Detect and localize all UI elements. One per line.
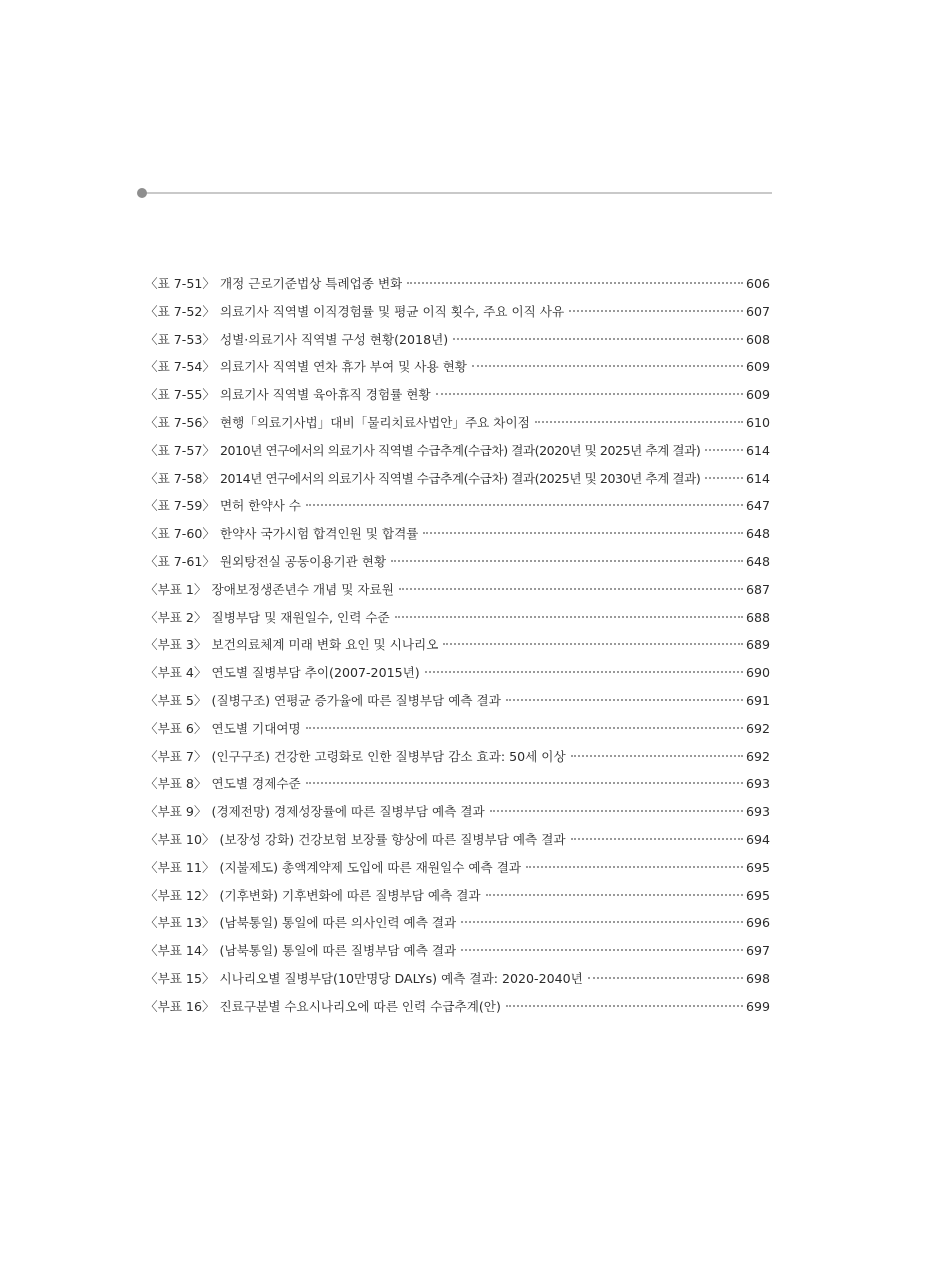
toc-entry[interactable]: [145, 659, 770, 687]
dot-leader: [472, 365, 743, 367]
toc-entry-page-number: 693: [745, 804, 770, 820]
dot-leader: [506, 1005, 743, 1007]
toc-entry[interactable]: [145, 381, 770, 409]
toc-entry-page-number: 698: [745, 970, 770, 986]
toc-entry-page-number: 610: [745, 414, 770, 430]
dot-leader: [306, 727, 743, 729]
dot-leader: [461, 921, 743, 923]
toc-entry-title: 한약사 국가시험 합격인원 및 합격률: [219, 526, 419, 542]
toc-entry-title: (지불제도) 총액계약제 도입에 따른 재원일수 예측 결과: [219, 859, 522, 875]
toc-entry-label: 〈표 7-56〉: [145, 414, 215, 430]
toc-entry-page-number: 688: [745, 609, 770, 625]
toc-entry-page-number: 692: [745, 748, 770, 764]
toc-entry-title: (인구구조) 건강한 고령화로 인한 질병부담 감소 효과: 50세 이상: [211, 748, 566, 764]
dot-leader: [569, 310, 743, 312]
toc-entry-title: 질병부담 및 재원일수, 인력 수준: [211, 609, 390, 625]
toc-entry[interactable]: [145, 604, 770, 632]
toc-entry-page-number: 697: [745, 943, 770, 959]
toc-entry[interactable]: [145, 520, 770, 548]
toc-entry-label: 〈부표 13〉: [145, 915, 215, 931]
toc-entry-label: 〈부표 7〉: [145, 748, 207, 764]
toc-entry-label: 〈부표 3〉: [145, 637, 207, 653]
dot-leader: [571, 838, 743, 840]
toc-entry-page-number: 648: [745, 526, 770, 542]
toc-entry[interactable]: [145, 826, 770, 854]
toc-entry-page-number: 695: [745, 859, 770, 875]
toc-entry-title: 장애보정생존년수 개념 및 자료원: [211, 581, 394, 597]
toc-entry-title: 원외탕전실 공동이용기관 현황: [219, 553, 387, 569]
dot-leader: [436, 393, 743, 395]
toc-entry-page-number: 614: [745, 470, 770, 486]
toc-entry-label: 〈표 7-55〉: [145, 387, 215, 403]
toc-entry[interactable]: [145, 937, 770, 965]
toc-entry-title: 개정 근로기준법상 특례업종 변화: [219, 276, 403, 291]
toc-entry-label: 〈표 7-53〉: [145, 331, 215, 347]
toc-entry-page-number: 609: [745, 359, 770, 375]
dot-leader: [391, 560, 743, 562]
toc-entry-label: 〈부표 16〉: [145, 998, 215, 1014]
toc-entry-title: 의료기사 직역별 이직경험률 및 평균 이직 횟수, 주요 이직 사유: [219, 303, 565, 319]
toc-entry[interactable]: [145, 437, 770, 465]
toc-entry-title: (남북통일) 통일에 따른 의사인력 예측 결과: [219, 915, 457, 931]
dot-leader: [588, 977, 743, 979]
table-of-contents: [145, 270, 770, 1021]
toc-entry-page-number: 609: [745, 387, 770, 403]
toc-entry-label: 〈부표 2〉: [145, 609, 207, 625]
toc-entry[interactable]: [145, 882, 770, 910]
toc-entry-label: 〈부표 11〉: [145, 859, 215, 875]
dot-leader: [306, 504, 743, 506]
toc-entry[interactable]: [145, 270, 770, 298]
toc-entry-title: (보장성 강화) 건강보험 보장률 향상에 따른 질병부담 예측 결과: [219, 831, 566, 847]
toc-entry[interactable]: [145, 492, 770, 520]
toc-entry-label: 〈표 7-59〉: [145, 498, 215, 514]
toc-entry-page-number: 692: [745, 720, 770, 736]
dot-leader: [306, 782, 743, 784]
toc-entry[interactable]: [145, 353, 770, 381]
toc-entry-title: 연도별 경제수준: [211, 776, 301, 792]
toc-entry[interactable]: [145, 715, 770, 743]
toc-entry-label: 〈부표 15〉: [145, 970, 215, 986]
toc-entry-page-number: 696: [745, 915, 770, 931]
toc-entry-page-number: 607: [745, 303, 770, 319]
dot-leader: [506, 699, 743, 701]
toc-entry-page-number: 606: [745, 276, 770, 291]
toc-entry-page-number: 699: [745, 998, 770, 1014]
dot-leader: [453, 338, 743, 340]
toc-entry-page-number: 690: [745, 665, 770, 681]
toc-entry-title: (기후변화) 기후변화에 따른 질병부담 예측 결과: [219, 887, 481, 903]
header-rule: [142, 192, 772, 194]
toc-entry-title: 의료기사 직역별 연차 휴가 부여 및 사용 현황: [219, 359, 467, 375]
toc-entry-page-number: 647: [745, 498, 770, 514]
toc-entry-title: 진료구분별 수요시나리오에 따른 인력 수급추계(안): [219, 998, 501, 1014]
dot-leader: [571, 755, 743, 757]
toc-entry-label: 〈표 7-52〉: [145, 303, 215, 319]
dot-leader: [486, 894, 743, 896]
dot-leader: [461, 949, 743, 951]
dot-leader: [423, 532, 743, 534]
toc-entry-label: 〈표 7-57〉: [145, 442, 215, 458]
toc-entry-page-number: 695: [745, 887, 770, 903]
toc-entry[interactable]: [145, 965, 770, 993]
toc-entry[interactable]: [145, 743, 770, 771]
toc-entry-title: 보건의료체계 미래 변화 요인 및 시나리오: [211, 637, 439, 653]
dot-leader: [399, 588, 743, 590]
toc-entry-page-number: 693: [745, 776, 770, 792]
toc-entry-title: 2014년 연구에서의 의료기사 직역별 수급추계(수급차) 결과(2025년 및 2030년 추계 결과): [219, 470, 701, 486]
toc-entry[interactable]: [145, 687, 770, 715]
toc-entry-title: 면허 한약사 수: [219, 498, 301, 514]
toc-entry-page-number: 694: [745, 831, 770, 847]
toc-entry-label: 〈표 7-60〉: [145, 526, 215, 542]
toc-entry-label: 〈부표 14〉: [145, 943, 215, 959]
toc-entry[interactable]: [145, 298, 770, 326]
toc-entry-label: 〈표 7-58〉: [145, 470, 215, 486]
toc-entry-page-number: 691: [745, 692, 770, 708]
toc-entry-title: 현행「의료기사법」대비「물리치료사법안」주요 차이점: [219, 414, 530, 430]
toc-entry[interactable]: [145, 798, 770, 826]
dot-leader: [535, 421, 743, 423]
toc-entry-title: (질병구조) 연평균 증가율에 따른 질병부담 예측 결과: [211, 692, 501, 708]
toc-entry-label: 〈부표 5〉: [145, 692, 207, 708]
toc-entry-label: 〈표 7-51〉: [145, 276, 215, 291]
toc-entry[interactable]: [145, 465, 770, 493]
toc-entry-page-number: 689: [745, 637, 770, 653]
dot-leader: [443, 643, 743, 645]
toc-entry[interactable]: [145, 326, 770, 354]
toc-entry-label: 〈표 7-54〉: [145, 359, 215, 375]
toc-entry-title: 연도별 질병부담 추이(2007-2015년): [211, 665, 420, 681]
toc-entry-page-number: 687: [745, 581, 770, 597]
dot-leader: [490, 810, 743, 812]
toc-entry-title: 연도별 기대여명: [211, 720, 301, 736]
dot-leader: [395, 616, 743, 618]
dot-leader: [407, 282, 743, 284]
toc-entry-page-number: 608: [745, 331, 770, 347]
toc-entry-label: 〈부표 4〉: [145, 665, 207, 681]
toc-entry[interactable]: [145, 548, 770, 576]
toc-entry-page-number: 648: [745, 553, 770, 569]
toc-entry-title: 성별·의료기사 직역별 구성 현황(2018년): [219, 331, 449, 347]
toc-entry[interactable]: [145, 409, 770, 437]
dot-leader: [526, 866, 743, 868]
header-rule-dot: [137, 188, 147, 198]
toc-entry-label: 〈부표 12〉: [145, 887, 215, 903]
dot-leader: [705, 449, 743, 451]
dot-leader: [705, 477, 743, 479]
toc-entry-label: 〈부표 8〉: [145, 776, 207, 792]
toc-entry[interactable]: [145, 576, 770, 604]
toc-entry-label: 〈부표 6〉: [145, 720, 207, 736]
toc-entry-label: 〈부표 10〉: [145, 831, 215, 847]
toc-entry-label: 〈표 7-61〉: [145, 553, 215, 569]
toc-entry-label: 〈부표 9〉: [145, 804, 207, 820]
toc-entry-title: (남북통일) 통일에 따른 질병부담 예측 결과: [219, 943, 457, 959]
toc-entry-page-number: 614: [745, 442, 770, 458]
toc-entry-title: 2010년 연구에서의 의료기사 직역별 수급추계(수급차) 결과(2020년 및 2025년 추계 결과): [219, 442, 701, 458]
toc-entry[interactable]: [145, 993, 770, 1021]
toc-entry-title: (경제전망) 경제성장률에 따른 질병부담 예측 결과: [211, 804, 485, 820]
toc-entry-label: 〈부표 1〉: [145, 581, 207, 597]
toc-entry[interactable]: [145, 770, 770, 798]
toc-entry[interactable]: [145, 631, 770, 659]
toc-entry-title: 의료기사 직역별 육아휴직 경험률 현황: [219, 387, 431, 403]
toc-entry-title: 시나리오별 질병부담(10만명당 DALYs) 예측 결과: 2020-2040년: [219, 970, 583, 986]
toc-entry[interactable]: [145, 854, 770, 882]
toc-entry[interactable]: [145, 909, 770, 937]
dot-leader: [425, 671, 743, 673]
